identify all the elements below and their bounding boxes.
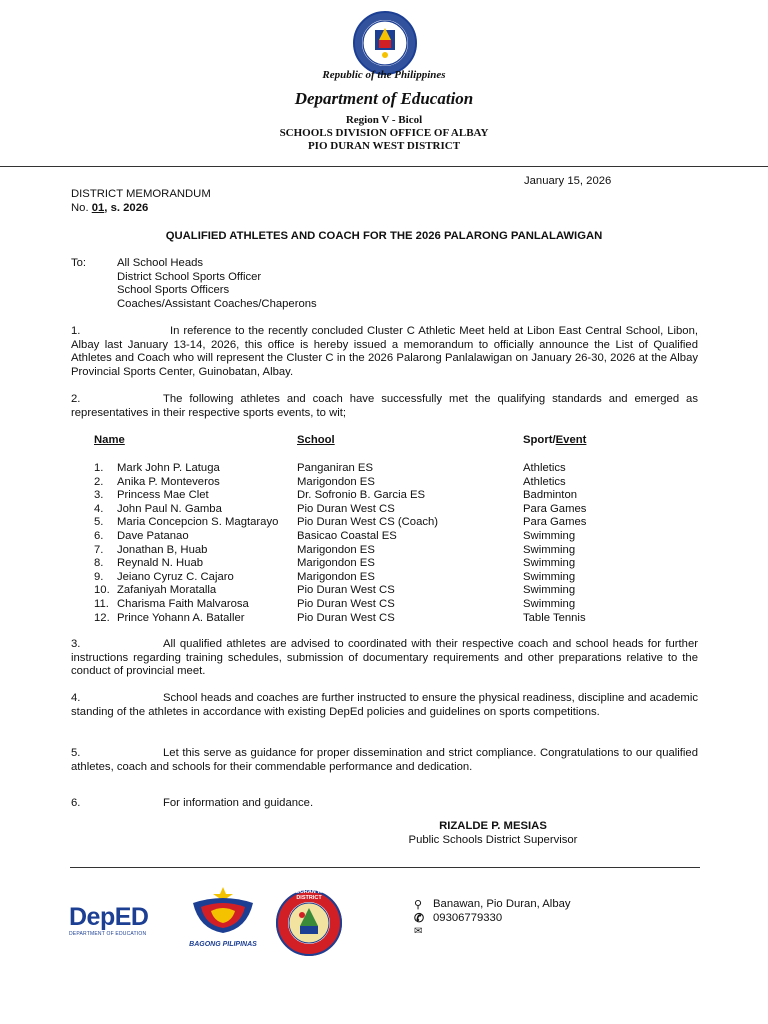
school-name: Pio Duran West CS (Coach) — [297, 516, 439, 529]
row-number: 8. — [94, 557, 104, 570]
table-header — [0, 433, 768, 447]
district-seal — [274, 888, 344, 958]
athlete-name: Prince Yohann A. Bataller — [117, 611, 245, 624]
deped-logo-wordmark: DepED — [69, 903, 149, 931]
school-name: Pio Duran West CS — [297, 611, 395, 624]
row-number: 9. — [94, 570, 104, 583]
memo-number-value: 01 — [91, 202, 105, 214]
header-divider — [0, 166, 768, 167]
sport-event: Para Games — [523, 516, 587, 529]
col-header-school: School — [297, 434, 335, 446]
sport-event: Swimming — [523, 557, 576, 570]
row-number: 6. — [94, 530, 104, 542]
sport-event: Swimming — [523, 570, 576, 583]
para-3: All qualified athletes are advised to coordinated with their respective coach and school heads for further instructions regarding training schedules, submission of documentary requirements and other preparations relative to the conduct of provincial meet. — [71, 638, 698, 678]
col-header-event: Event — [555, 434, 587, 446]
sport-event: Para Games — [523, 502, 587, 515]
athlete-name: Jonathan B, Huab — [117, 543, 208, 556]
col-header-name: Name — [94, 434, 125, 446]
bagong-pilipinas-logo — [187, 885, 259, 947]
phone-icon: ✆ — [414, 911, 425, 925]
contact-phone: 09306779330 — [433, 912, 503, 924]
table-row — [0, 461, 768, 475]
bagong-pilipinas-emblem — [187, 885, 259, 935]
para-5: Let this serve as guidance for proper dissemination and strict compliance. Congratulations to our qualified athletes, coach and schools for their commendable performance and dedication. — [71, 747, 698, 773]
school-name: Pio Duran West CS — [297, 598, 395, 610]
district-line: PIO DURAN WEST DISTRICT — [307, 140, 461, 152]
school-name: Panganiran ES — [297, 462, 373, 474]
signatory-position: Public Schools District Supervisor — [408, 834, 578, 846]
athlete-name: Maria Concepcion S. Magtarayo — [117, 516, 279, 529]
sport-event: Badminton — [523, 489, 578, 502]
para-2-number: 2. — [71, 393, 81, 405]
athlete-name: Reynald N. Huab — [117, 557, 204, 570]
sport-event: Swimming — [523, 530, 576, 542]
para-2: The following athletes and coach have successfully met the qualifying standards and emerged as representatives in their respective sports events, to wit; — [71, 393, 698, 419]
footer-divider — [70, 867, 700, 868]
sport-event: Swimming — [523, 598, 576, 610]
school-name: Pio Duran West CS — [297, 584, 395, 597]
row-number: 4. — [94, 502, 104, 515]
table-row — [0, 597, 768, 611]
table-row — [0, 488, 768, 502]
recipient: All School Heads — [117, 257, 204, 269]
table-row — [0, 543, 768, 557]
sport-event: Swimming — [523, 543, 576, 556]
row-number: 11. — [94, 598, 109, 610]
deped-seal — [351, 10, 419, 76]
para-6-number: 6. — [71, 797, 81, 809]
deped-logo — [69, 903, 161, 937]
sport-event: Athletics — [523, 462, 566, 474]
sport-event: Swimming — [523, 584, 576, 597]
table-row — [0, 475, 768, 489]
location-pin-icon: ⚲ — [414, 899, 423, 911]
sport-event: Athletics — [523, 475, 566, 488]
division-line: SCHOOLS DIVISION OFFICE OF ALBAY — [279, 127, 489, 139]
table-row — [0, 502, 768, 516]
row-number: 12. — [94, 611, 110, 624]
sport-event: Table Tennis — [523, 611, 586, 624]
memo-number — [71, 202, 148, 216]
para-1: In reference to the recently concluded Cluster C Athletic Meet held at Libon East Central School, Libon, Albay last January 13-14, 2026, this office is hereby issued a memorandum to officially announce the List of Qualified Athletes and Coach who will represent the Cluster C in the 2026 Palarong Panlalawigan on January 26-30, 2026 at the Albay Provincial Sports Center, Guinobatan, Albay. — [71, 325, 698, 378]
school-name: Dr. Sofronio B. Garcia ES — [297, 489, 426, 502]
para-6: For information and guidance. — [163, 797, 314, 809]
signatory-name: RIZALDE P. MESIAS — [439, 820, 547, 832]
republic-line: Republic of the Philippines — [322, 69, 446, 81]
recipient: Coaches/Assistant Coaches/Chaperons — [117, 297, 317, 310]
contact-address: Banawan, Pio Duran, Albay — [433, 898, 571, 910]
athlete-name: Zafaniyah Moratalla — [117, 584, 217, 597]
school-name: Pio Duran West CS — [297, 502, 395, 515]
bagong-pilipinas-text: BAGONG PILIPINAS — [189, 941, 257, 948]
athlete-name: Jeiano Cyruz C. Cajaro — [117, 570, 234, 583]
col-header-sport — [523, 433, 586, 447]
email-icon: ✉ — [414, 926, 423, 937]
department-title: Department of Education — [294, 89, 474, 108]
athlete-name: Anika P. Monteveros — [117, 475, 220, 488]
to-label: To: — [71, 257, 87, 269]
para-5-number: 5. — [71, 747, 81, 759]
recipient: School Sports Officers — [117, 284, 230, 297]
memo-type: DISTRICT MEMORANDUM — [71, 188, 211, 200]
table-row — [0, 583, 768, 597]
row-number: 3. — [94, 489, 104, 502]
table-row — [0, 611, 768, 625]
memo-date: January 15, 2026 — [524, 175, 612, 187]
athlete-name: Dave Patanao — [117, 530, 189, 542]
row-number: 1. — [94, 462, 104, 474]
school-name: Marigondon ES — [297, 570, 375, 583]
athlete-name: John Paul N. Gamba — [117, 502, 222, 515]
table-row — [0, 515, 768, 529]
athlete-name: Charisma Faith Malvarosa — [117, 598, 249, 610]
recipient: District School Sports Officer — [117, 270, 262, 283]
school-name: Marigondon ES — [297, 543, 375, 556]
row-number: 7. — [94, 543, 104, 556]
deped-logo-subtitle: DEPARTMENT OF EDUCATION — [69, 931, 147, 937]
athlete-name: Mark John P. Latuga — [117, 462, 220, 474]
school-name: Basicao Coastal ES — [297, 530, 397, 542]
memo-title: QUALIFIED ATHLETES AND COACH FOR THE 2026 PALARONG PANLALAWIGAN — [165, 230, 603, 242]
table-row — [0, 529, 768, 543]
row-number: 2. — [94, 475, 104, 488]
table-row — [0, 556, 768, 570]
region-line: Region V - Bicol — [345, 114, 423, 126]
recipients-list — [117, 257, 317, 311]
table-row — [0, 570, 768, 584]
district-seal-text: PIO DURAN WEST DISTRICT — [284, 889, 334, 901]
school-name: Marigondon ES — [297, 557, 375, 570]
row-number: 10. — [94, 584, 110, 597]
col-header-sport-a: Sport/ — [523, 434, 556, 446]
para-4: School heads and coaches are further instructed to ensure the physical readiness, discipline and academic standing of the athletes in accordance with existing DepEd policies and guidelines on sports competitions. — [71, 692, 698, 718]
para-4-number: 4. — [71, 692, 81, 704]
para-3-number: 3. — [71, 638, 81, 650]
school-name: Marigondon ES — [297, 475, 375, 488]
memo-number-prefix: No. — [71, 202, 92, 214]
athlete-name: Princess Mae Clet — [117, 489, 209, 502]
para-1-number: 1. — [71, 325, 81, 337]
row-number: 5. — [94, 516, 104, 529]
memo-number-suffix: , s. 2026 — [104, 202, 149, 214]
